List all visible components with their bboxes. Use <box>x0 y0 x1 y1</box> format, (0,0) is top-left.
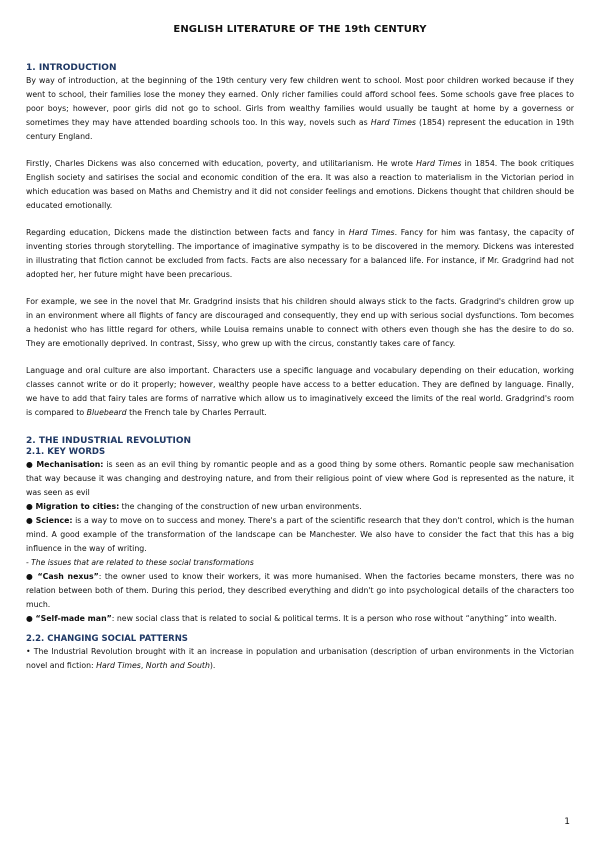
subsection-heading-key-words: 2.1. KEY WORDS <box>26 447 106 457</box>
keyword-science: ● Science: is a way to move on to success and money. There's a part of the scientific research that they don't control, which is the human mind. A good example of the transformation of the landscape can be Manchester. We also have to consider the fact that this has a big influence in the way of writing. <box>26 516 575 553</box>
document-page <box>26 24 574 673</box>
intro-paragraph-3: Regarding education, Dickens made the distinction between facts and fancy in Hard Times. Fancy for him was fantasy, the capacity of inventing stories through storytelling. The importance of imaginative sympathy is to be discovered in the memory. Dickens was interested in illustrating that fiction cannot be excluded from facts. Facts are also necessary for a balanced life. For instance, if Mr. Gradgrind had not adopted her, her future might have been precarious. <box>26 228 574 279</box>
intro-paragraph-4: For example, we see in the novel that Mr. Gradgrind insists that his children should always stick to the facts. Gradgrind's children grow up in an environment where all flights of fancy are discouraged and consequently, they end up with serious social dysfunctions. Tom becomes a hedonist who has little regard for others, while Louisa remains unable to connect with others even though she has the desire to do so. They are emotionally deprived. In contrast, Sissy, who grew up with the circus, constantly takes care of fancy. <box>26 297 574 348</box>
keyword-migration: ● Migration to cities: the changing of the construction of new urban environments. <box>26 502 362 511</box>
document-title: ENGLISH LITERATURE OF THE 19th CENTURY <box>173 24 427 35</box>
social-issues-note: - The issues that are related to these social transformations <box>26 558 254 567</box>
subsection-heading-changing-social-patterns: 2.2. CHANGING SOCIAL PATTERNS <box>26 634 188 644</box>
changing-patterns-paragraph: • The Industrial Revolution brought with it an increase in population and urbanisation (description of urban environments in the Victorian novel and fiction: Hard Times, North and South). <box>26 647 574 670</box>
section-heading-introduction: 1. INTRODUCTION <box>26 63 117 73</box>
page-number: 1 <box>564 817 570 827</box>
intro-paragraph-2: Firstly, Charles Dickens was also concerned with education, poverty, and utilitarianism. He wrote Hard Times in 1854. The book critiques English society and satirises the social and economic condition of the era. It was also a reaction to materialism in the Victorian period in which education was based on Maths and Chemistry and it did not consider feelings and emotions. Dickens thought that children should be educated emotionally. <box>26 159 574 210</box>
section-heading-industrial-revolution: 2. THE INDUSTRIAL REVOLUTION <box>26 436 192 446</box>
keyword-mechanisation: ● Mechanisation: is seen as an evil thing by romantic people and as a good thing by some others. Romantic people saw mechanisation that way because it was changing and destroying nature, and from their religious point of view where God is represented as the nature, it was seen as evil <box>26 460 574 497</box>
keyword-self-made-man: ● “Self-made man”: new social class that is related to social & political terms. It is a person who rose without “anything” into wealth. <box>26 614 557 623</box>
intro-paragraph-5: Language and oral culture are also important. Characters use a specific language and vocabulary depending on their education, working classes cannot write or do it properly; however, wealthy people have access to a better education. They are defined by language. Finally, we have to add that fairy tales are forms of narrative which allow us to imaginatively exceed the limits of the real world. Gradgrind's room is compared to Bluebeard the French tale by Charles Perrault. <box>26 366 574 417</box>
intro-paragraph-1: By way of introduction, at the beginning of the 19th century very few children went to school. Most poor children worked because if they went to school, their families lose the money they earned. Only richer families could afford school fees. Some schools gave free places to poor boys; however, poor girls did not go to school. Girls from wealthy families would usually be taught at home by a governess or sometimes they may have attended boarding schools too. In this way, novels such as Hard Times (1854) represent the education in 19th century England. <box>26 76 574 141</box>
keyword-cash-nexus: ● “Cash nexus”: the owner used to know their workers, it was more humanised. When the factories became monsters, there was no relation between both of them. During this period, they described everything and didn't go into psychological details of the characters too much. <box>26 572 574 609</box>
